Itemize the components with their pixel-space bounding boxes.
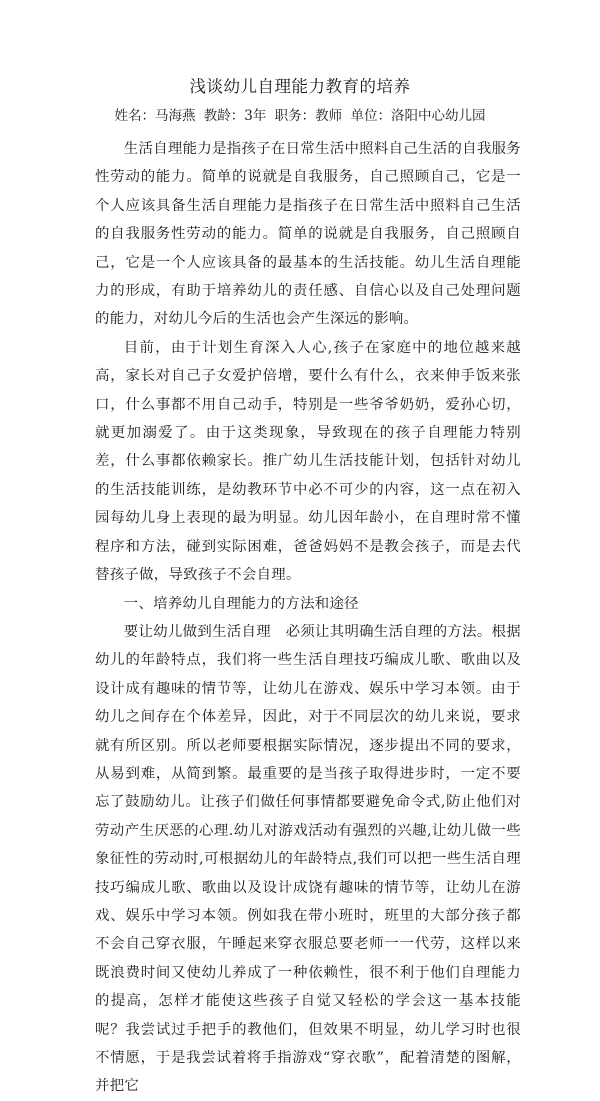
document-body — [95, 135, 521, 1101]
paragraph: 要让幼儿做到生活自理 必须让其明确生活自理的方法。根据幼儿的年龄特点，我们将一些生活自理技巧编成儿歌、歌曲以及设计成有趣味的情节等，让幼儿在游戏、娱乐中学习本领。由于幼儿之间存在个体差异，因此，对于不同层次的幼儿来说，要求就有所区别。所以老师要根据实际情况，逐步提出不同的要求，从易到难，从简到繁。最重要的是当孩子取得进步时，一定不要忘了鼓励幼儿。让孩子们做任何事情都要避免命令式,防止他们对劳动产生厌恶的心理.幼儿对游戏活动有强烈的兴趣,让幼儿做一些象征性的劳动时,可根据幼儿的年龄特点,我们可以把一些生活自理技巧编成儿歌、歌曲以及设计成饶有趣味的情节等，让幼儿在游戏、娱乐中学习本领。例如我在带小班时，班里的大部分孩子都不会自己穿衣服，午睡起来穿衣服总要老师一一代劳，这样以来既浪费时间又使幼儿养成了一种依赖性，很不利于他们自理能力的提高，怎样才能使这些孩子自觉又轻松的学会这一基本技能呢？我尝试过手把手的教他们，但效果不明显，幼儿学习时也很不情愿，于是我尝试着将手指游戏“穿衣歌”，配着清楚的图解，并把它 — [95, 623, 521, 1095]
document-title: 浅谈幼儿自理能力教育的培养 — [189, 77, 411, 96]
paragraph: 目前，由于计划生育深入人心,孩子在家庭中的地位越来越高，家长对自己子女爱护倍增，要什么有什么，衣来伸手饭来张口，什么事都不用自己动手，特别是一些爷爷奶奶，爱孙心切，就更加溺爱了。由于这类现象，导致现在的孩子自理能力特别差，什么事都依赖家长。推广幼儿生活技能计划，包括针对幼儿的生活技能训练，是幼教环节中必不可少的内容，这一点在初入园每幼儿身上表现的最为明显。幼儿因年龄小，在自理时常不懂程序和方法，碰到实际困难，爸爸妈妈不是教会孩子，而是去代替孩子做，导致孩子不会自理。 — [95, 339, 521, 584]
section-heading: 一、培养幼儿自理能力的方法和途径 — [123, 595, 359, 612]
author-info: 姓名：马海燕 教龄：3年 职务：教师 单位：洛阳中心幼儿园 — [114, 108, 486, 124]
paragraph: 生活自理能力是指孩子在日常生活中照料自己生活的自我服务性劳动的能力。简单的说就是自我服务，自己照顾自己，它是一个人应该具备生活自理能力是指孩子在日常生活中照料自己生活的自我服务性劳动的能力。简单的说就是自我服务，自己照顾自己，它是一个人应该具备的最基本的生活技能。幼儿生活自理能力的形成，有助于培养幼儿的责任感、自信心以及自己处理问题的能力，对幼儿今后的生活也会产生深远的影响。 — [95, 141, 521, 328]
